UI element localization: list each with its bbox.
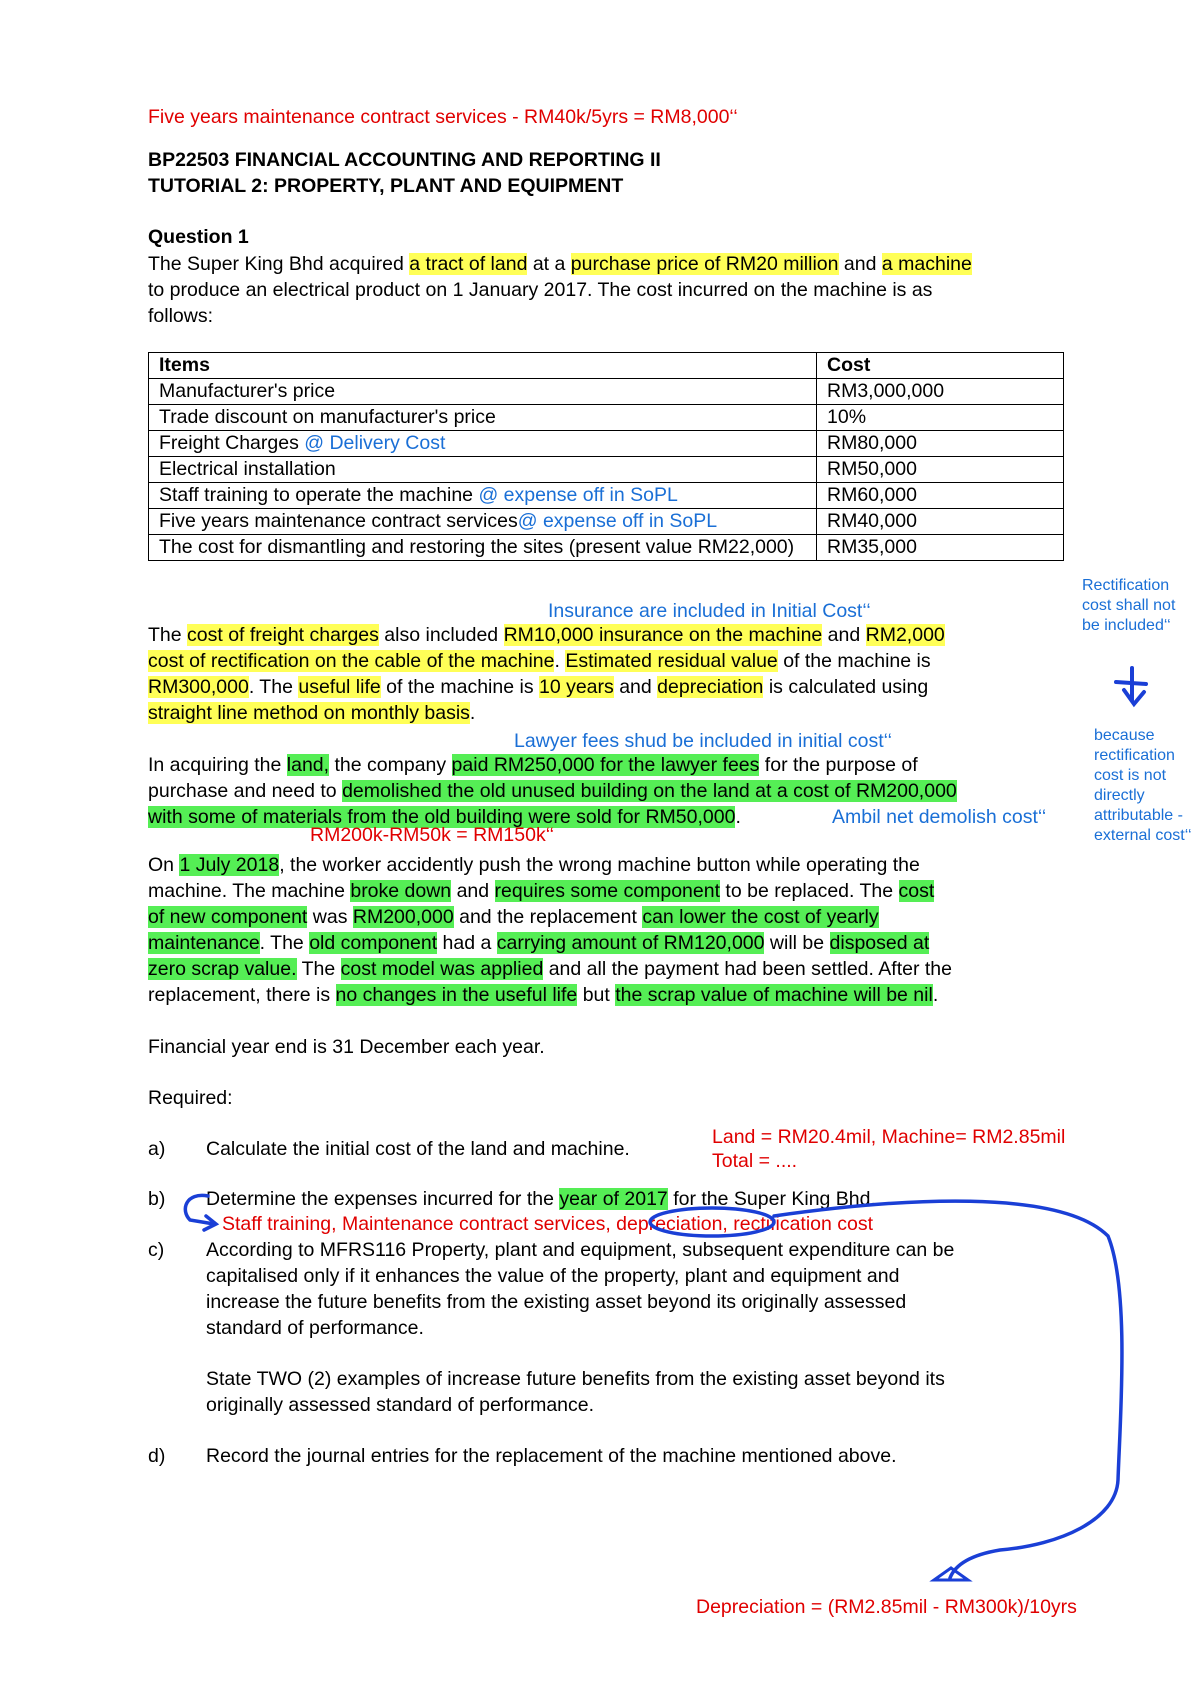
tutorial-title: TUTORIAL 2: PROPERTY, PLANT AND EQUIPMENT (148, 175, 624, 197)
cost-cell: RM40,000 (817, 509, 1064, 535)
text: . (932, 984, 939, 1006)
july-line-1 (148, 852, 920, 878)
header-cost: Cost (817, 353, 1064, 379)
item-cell: Electrical installation (159, 458, 336, 480)
intro-line-3: follows: (148, 305, 214, 327)
highlight: 1 July 2018 (179, 854, 280, 876)
highlight: land, (286, 754, 330, 776)
highlight: RM200,000 (352, 906, 454, 928)
table-row (149, 405, 1064, 431)
highlight: disposed at (829, 932, 930, 954)
side-note-rectification: Rectification cost shall not be included‘‘ (1082, 577, 1176, 634)
highlight: the scrap value of machine will be nil (615, 984, 933, 1006)
intro-line-1 (148, 251, 972, 277)
text: . The (248, 676, 299, 698)
question-b-text (206, 1186, 876, 1212)
highlight: of new component (148, 906, 308, 928)
highlight: maintenance (148, 932, 260, 954)
text: . The (259, 932, 310, 954)
table-row (149, 483, 1064, 509)
question-c-label: c) (148, 1239, 165, 1261)
text: was (307, 906, 353, 928)
cost-cell: RM50,000 (817, 457, 1064, 483)
table-row (149, 379, 1064, 405)
course-title: BP22503 FINANCIAL ACCOUNTING AND REPORTING II (148, 149, 661, 171)
text: had a (437, 932, 497, 954)
text: but (577, 984, 616, 1006)
highlight: cost model was applied (340, 958, 544, 980)
text: of the machine is (777, 650, 931, 672)
required-heading: Required: (148, 1087, 233, 1109)
question-c-line-2: capitalised only if it enhances the value of the property, plant and equipment and (206, 1265, 900, 1287)
question-heading: Question 1 (148, 226, 249, 248)
question-c-line-4: standard of performance. (206, 1317, 424, 1339)
year-end-text: Financial year end is 31 December each year. (148, 1036, 545, 1058)
highlight: RM10,000 insurance on the machine (503, 624, 823, 646)
cost-cell: RM3,000,000 (817, 379, 1064, 405)
land-line-2 (148, 778, 957, 804)
item-cell: Manufacturer's price (159, 380, 336, 402)
text: The (148, 624, 188, 646)
demolish-calc-note: RM200k-RM50k = RM150k‘‘ (310, 824, 555, 846)
cost-cell: 10% (817, 405, 1064, 431)
item-note: @ Delivery Cost (304, 432, 446, 454)
text: . (469, 702, 476, 724)
intro-text: The Super King Bhd acquired (148, 253, 410, 275)
text: machine. The machine (148, 880, 351, 902)
text: for the Super King Bhd. (667, 1188, 876, 1210)
table-row (149, 535, 1064, 561)
text: and (613, 676, 658, 698)
cost-table (148, 352, 1064, 561)
text: the company (329, 754, 452, 776)
cost-cell: RM35,000 (817, 535, 1064, 561)
highlight: with some of materials from the old building were sold for RM50,000 (148, 806, 736, 828)
highlight: zero scrap value. (148, 958, 297, 980)
highlight: Estimated residual value (565, 650, 778, 672)
question-a-label: a) (148, 1138, 166, 1160)
text: The (296, 958, 341, 980)
text: will be (764, 932, 830, 954)
question-c-line-3: increase the future benefits from the existing asset beyond its originally assessed (206, 1291, 907, 1313)
table-row (149, 431, 1064, 457)
question-c-line-5: State TWO (2) examples of increase future benefits from the existing asset beyond its (206, 1368, 945, 1390)
ambil-note: Ambil net demolish cost‘‘ (832, 806, 1047, 828)
item-cell: Five years maintenance contract services (159, 510, 518, 532)
question-d-label: d) (148, 1445, 166, 1467)
highlight: cost (898, 880, 935, 902)
item-cell: Trade discount on manufacturer's price (159, 406, 496, 428)
question-b-label: b) (148, 1188, 166, 1210)
highlight: cost of rectification on the cable of the machine (148, 650, 555, 672)
highlight: requires some component (494, 880, 720, 902)
answer-b: Staff training, Maintenance contract services, depreciation, rectification cost (222, 1213, 874, 1235)
item-cell: Staff training to operate the machine (159, 484, 479, 506)
question-d-text: Record the journal entries for the replacement of the machine mentioned above. (206, 1445, 897, 1467)
july-line-2 (148, 878, 934, 904)
question-c-line-6: originally assessed standard of performance. (206, 1394, 595, 1416)
depreciation-formula: Depreciation = (RM2.85mil - RM300k)/10yrs (696, 1596, 1077, 1618)
cost-cell: RM80,000 (817, 431, 1064, 457)
text: and all the payment had been settled. After the (543, 958, 952, 980)
text: replacement, there is (148, 984, 336, 1006)
item-note: @ expense off in SoPL (517, 510, 718, 532)
text: . (735, 806, 741, 828)
intro-text: and (838, 253, 882, 275)
highlight-land: a tract of land (409, 253, 528, 275)
insurance-note: Insurance are included in Initial Cost‘‘ (548, 600, 871, 622)
text: of the machine is (380, 676, 539, 698)
item-note: @ expense off in SoPL (478, 484, 678, 506)
july-line-4 (148, 930, 929, 956)
text: In acquiring the (148, 754, 287, 776)
text: and (451, 880, 495, 902)
top-note: Five years maintenance contract services - RM40k/5yrs = RM8,000‘‘ (148, 106, 738, 128)
table-row (149, 509, 1064, 535)
highlight: cost of freight charges (187, 624, 379, 646)
intro-text: at a (527, 253, 571, 275)
highlight-machine: a machine (881, 253, 972, 275)
july-line-3 (148, 904, 879, 930)
text: to be replaced. The (720, 880, 899, 902)
text: also included (378, 624, 504, 646)
text: for the purpose of (759, 754, 918, 776)
question-c-line-1: According to MFRS116 Property, plant and equipment, subsequent expenditure can be (206, 1239, 955, 1261)
arrow-head-icon (934, 1568, 968, 1580)
item-cell: Freight Charges (159, 432, 305, 454)
side-note-because: because rectification cost is not directly attributable - external cost‘‘ (1094, 727, 1192, 844)
freight-line-4 (148, 700, 475, 726)
july-line-6 (148, 982, 938, 1008)
july-line-5 (148, 956, 952, 982)
highlight: demolished the old unused building on the land at a cost of RM200,000 (342, 780, 957, 802)
text: Determine the expenses incurred for the (206, 1188, 560, 1210)
text: and the replacement (453, 906, 643, 928)
highlight: year of 2017 (559, 1188, 668, 1210)
cost-cell: RM60,000 (817, 483, 1064, 509)
lawyer-note: Lawyer fees shud be included in initial cost‘‘ (514, 730, 892, 752)
freight-line-3 (148, 674, 928, 700)
text: is calculated using (763, 676, 929, 698)
table-row (149, 457, 1064, 483)
freight-line-2 (148, 648, 931, 674)
answer-a-line-1: Land = RM20.4mil, Machine= RM2.85mil (712, 1126, 1066, 1148)
highlight: 10 years (538, 676, 614, 698)
highlight: can lower the cost of yearly (642, 906, 879, 928)
land-line-1 (148, 752, 918, 778)
down-arrow-icon (1116, 668, 1146, 704)
table-header-row (149, 353, 1064, 379)
text: purchase and need to (148, 780, 343, 802)
highlight: useful life (298, 676, 381, 698)
highlight: old component (309, 932, 438, 954)
text: On (148, 854, 180, 876)
highlight: depreciation (657, 676, 764, 698)
highlight-price: purchase price of RM20 million (570, 253, 839, 275)
highlight: RM300,000 (148, 676, 249, 698)
text: . (554, 650, 566, 672)
highlight: straight line method on monthly basis (148, 702, 470, 724)
question-a-text: Calculate the initial cost of the land and machine. (206, 1138, 630, 1160)
answer-a-line-2: Total = .... (712, 1150, 798, 1172)
highlight: paid RM250,000 for the lawyer fees (451, 754, 760, 776)
text: , the worker accidently push the wrong machine button while operating the (279, 854, 920, 876)
header-items: Items (149, 353, 817, 379)
intro-line-2: to produce an electrical product on 1 January 2017. The cost incurred on the machine is as (148, 279, 933, 301)
freight-line-1 (148, 622, 945, 648)
text: and (822, 624, 866, 646)
highlight: RM2,000 (865, 624, 945, 646)
highlight: broke down (350, 880, 452, 902)
highlight: carrying amount of RM120,000 (496, 932, 765, 954)
item-cell: The cost for dismantling and restoring the sites (present value RM22,000) (159, 536, 795, 558)
highlight: no changes in the useful life (335, 984, 578, 1006)
